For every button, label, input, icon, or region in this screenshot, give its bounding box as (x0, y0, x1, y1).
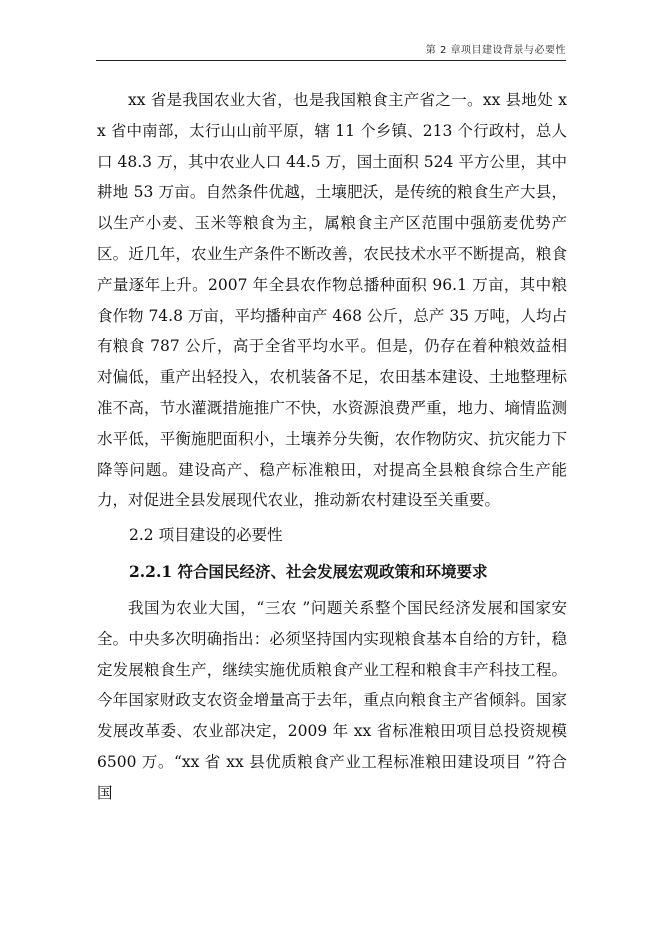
section-heading: 2.2 项目建设的必要性 (129, 526, 283, 545)
subsection-heading: 2.2.1 符合国民经济、社会发展宏观政策和环境要求 (129, 561, 488, 581)
paragraph-county-overview: xx 省是我国农业大省，也是我国粮食主产省之一。xx 县地处 xx 省中南部，太行山山前平原，辖 11 个乡镇、213 个行政村，总人口 48.3 万，其中农业人口 44.5 万，国土面积 524 平方公里，其中耕地 53 万亩。自然条件优越，土壤肥沃，是传统的粮食生产大县，以生产小麦、玉米等粮食为主，属粮食主产区范围中强筋麦优势产区。近几年，农业生产条件不断改善，农民技术水平不断提高，粮食产量逐年上升。2007 年全县农作物总播种面积 96.1 万亩，其中粮食作物 74.8 万亩，平均播种亩产 468 公斤，总产 35 万吨，人均占有粮食 787 公斤，高于全省平均水平。但是，仍存在着种粮效益相对偏低，重产出轻投入，农机装备不足，农田基本建设、土地整理标准不高，节水灌溉措施推广不快，水资源浪费严重，地力、墒情监测水平低，平衡施肥面积小，土壤养分失衡，农作物防灾、抗灾能力下降等问题。建设高产、稳产标准粮田，对提高全县粮食综合生产能力，对促进全县发展现代农业，推动新农村建设至关重要。 (97, 91, 567, 510)
paragraph-policy: 我国为农业大国，“三农 ”问题关系整个国民经济发展和国家安全。中央多次明确指出：必须坚持国内实现粮食基本自给的方针，稳定发展粮食生产，继续实施优质粮食产业工程和粮食丰产科技工程。今年国家财政支农资金增量高于去年，重点向粮食主产省倾斜。国家发展改革委、农业部决定，2009 年 xx 省标准粮田项目总投资规模 6500 万。“xx 省 xx 县优质粮食产业工程标准粮田建设项目 ”符合国 (97, 598, 567, 802)
header-divider (96, 60, 566, 61)
page-body (97, 85, 567, 809)
running-header: 第 2 章项目建设背景与必要性 (425, 45, 566, 56)
